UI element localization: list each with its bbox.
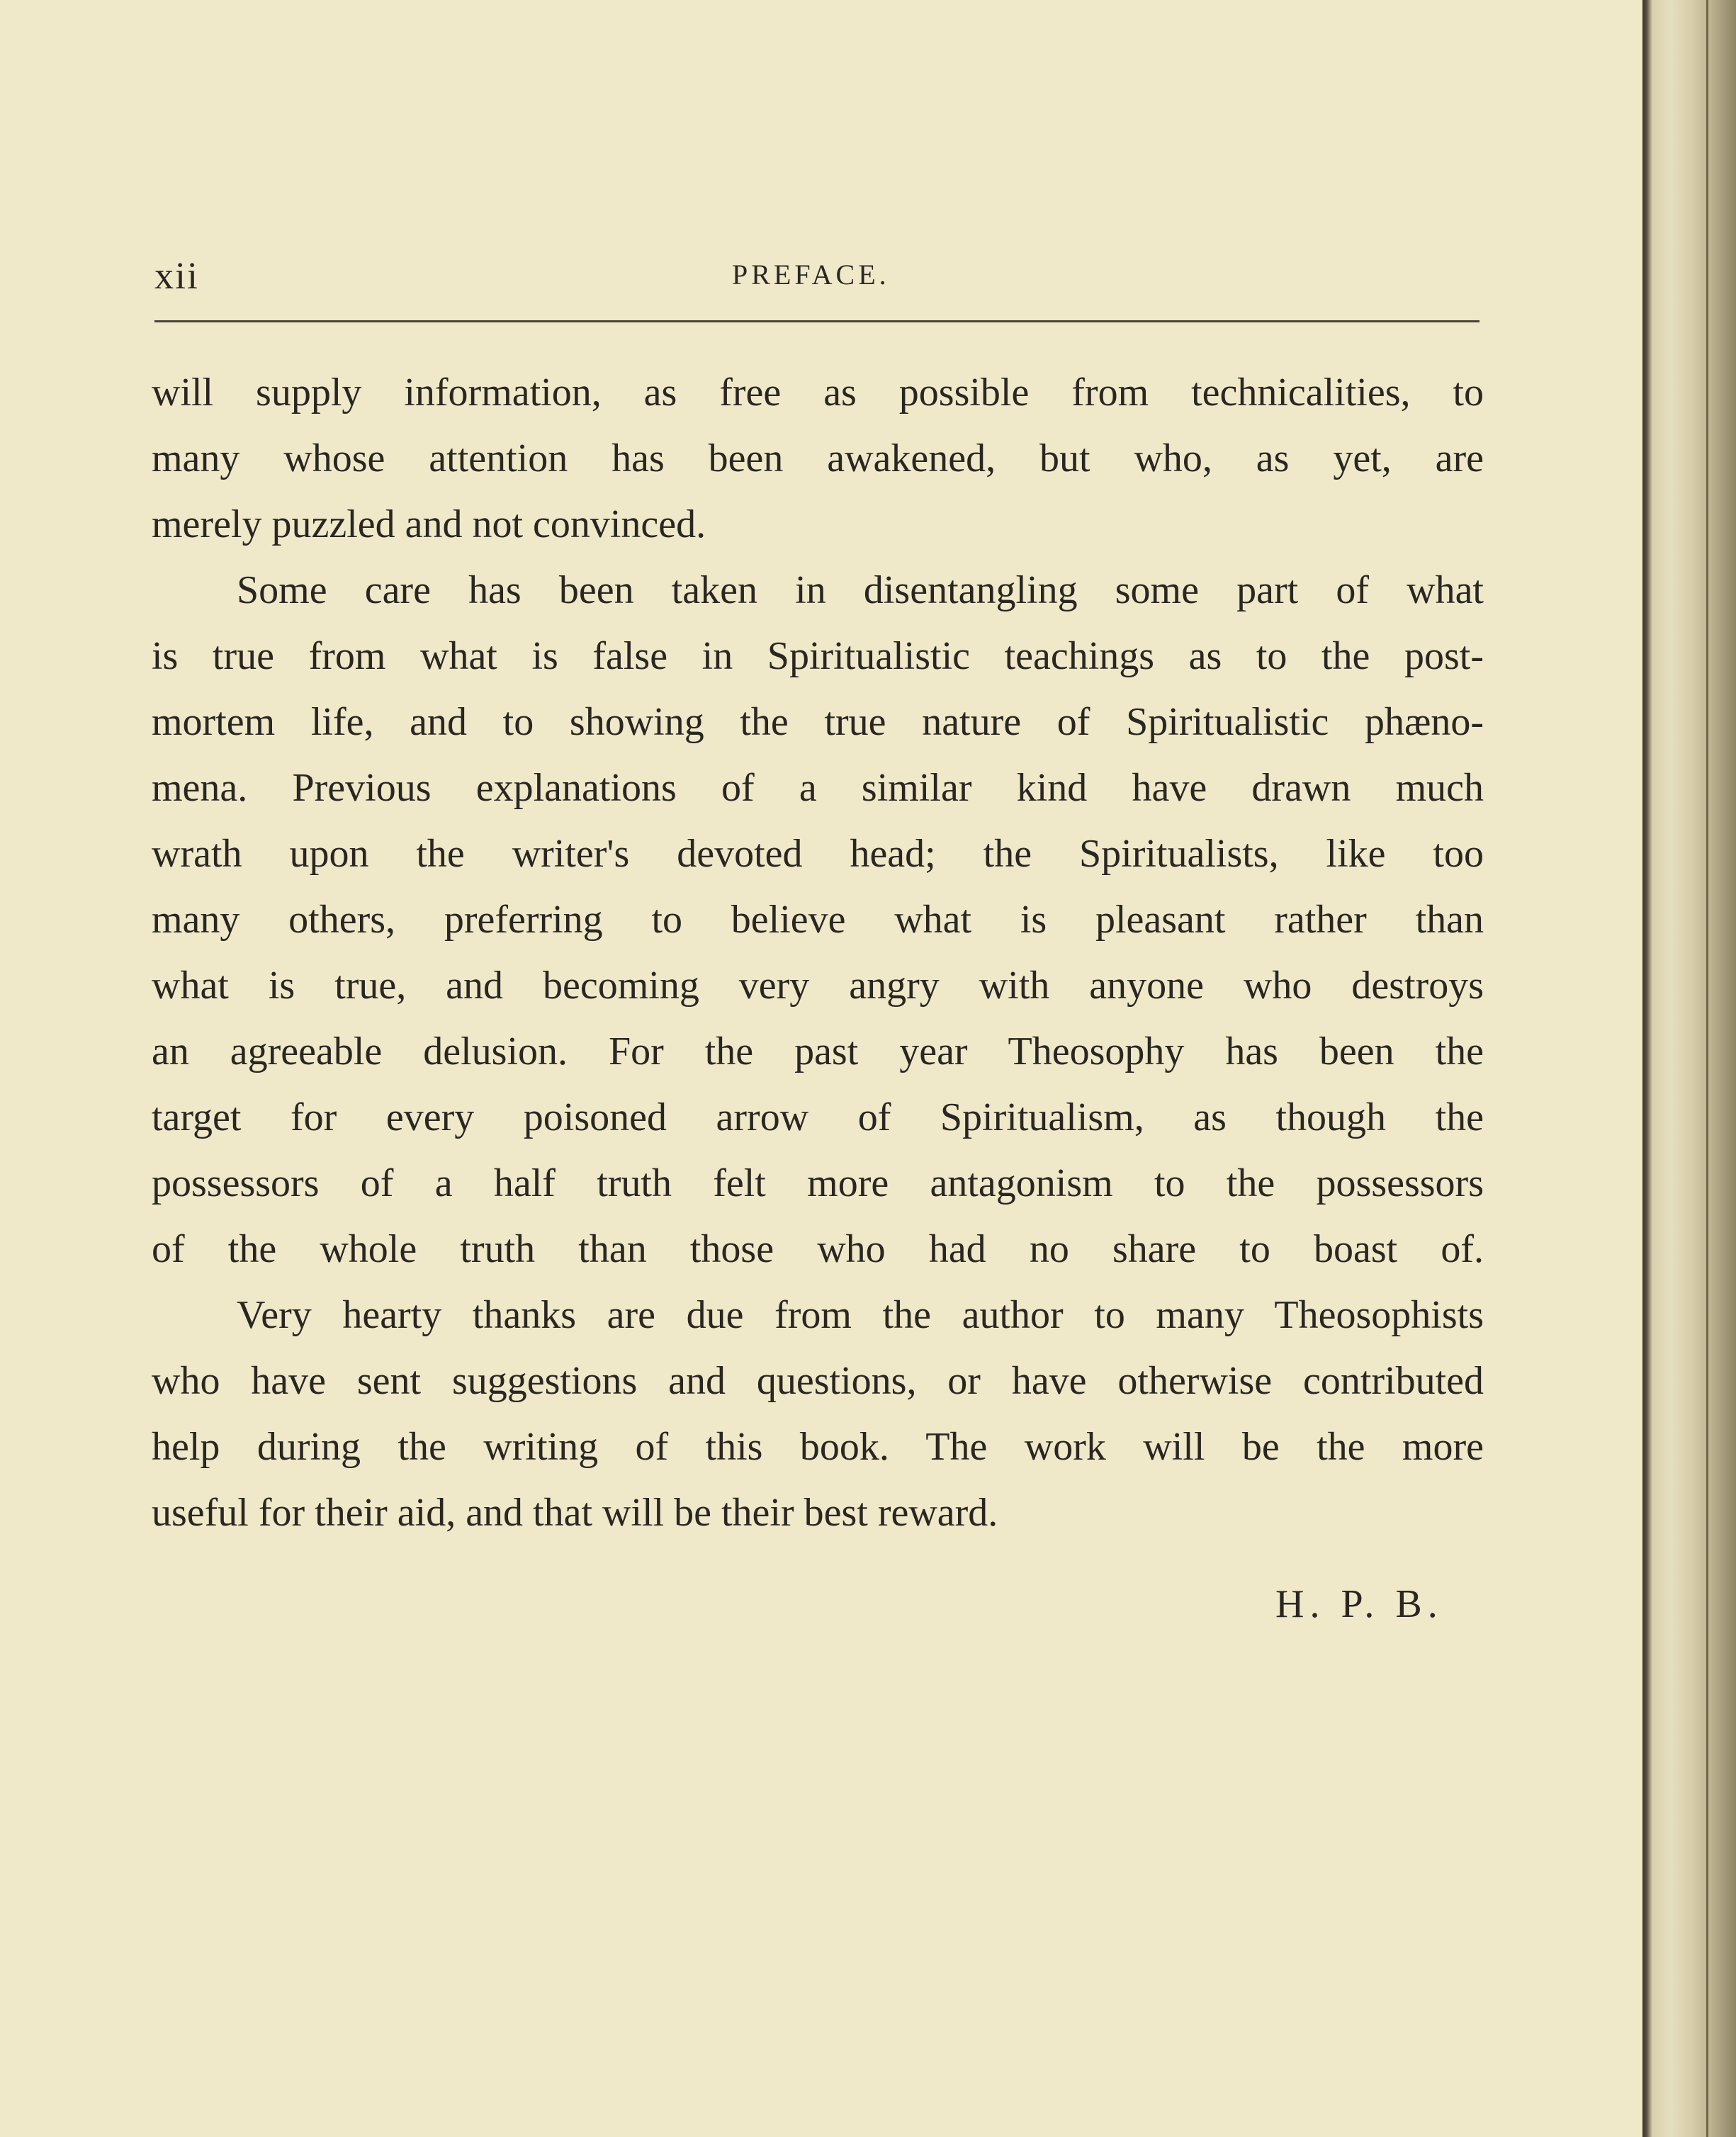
text-line: help during the writing of this book. The work will be the more xyxy=(152,1425,1484,1469)
text-line: many others, preferring to believe what is pleasant rather than xyxy=(152,898,1484,942)
running-title: PREFACE. xyxy=(732,259,890,291)
text-line: mortem life, and to showing the true nature of Spiritualistic phæno- xyxy=(152,700,1484,744)
paragraph-3 xyxy=(152,1282,1484,1546)
body-text xyxy=(152,360,1484,1546)
text-line: is true from what is false in Spiritualistic teachings as to the post- xyxy=(152,634,1484,678)
page-number: xii xyxy=(154,254,200,297)
text-line: target for every poisoned arrow of Spiritualism, as though the xyxy=(152,1095,1484,1139)
text-line: will supply information, as free as possible from technicalities, to xyxy=(152,371,1484,415)
text-line: an agreeable delusion. For the past year Theosophy has been the xyxy=(152,1030,1484,1073)
text-line: who have sent suggestions and questions, or have otherwise contributed xyxy=(152,1359,1484,1403)
text-line: what is true, and becoming very angry with anyone who destroys xyxy=(152,964,1484,1008)
text-line: wrath upon the writer's devoted head; the Spiritualists, like too xyxy=(152,832,1484,876)
text-line: Some care has been taken in disentangling some part of what xyxy=(237,568,1484,612)
signature: H. P. B. xyxy=(1275,1582,1443,1626)
gutter-edge xyxy=(1706,0,1708,2137)
text-line: possessors of a half truth felt more antagonism to the possessors xyxy=(152,1161,1484,1205)
running-head xyxy=(154,254,1472,317)
text-line: Very hearty thanks are due from the author to many Theosophists xyxy=(237,1293,1484,1337)
paragraph-2 xyxy=(152,558,1484,1282)
text-line: merely puzzled and not convinced. xyxy=(152,502,706,546)
text-line: of the whole truth than those who had no share to boast of. xyxy=(152,1227,1484,1271)
text-line: many whose attention has been awakened, but who, as yet, are xyxy=(152,436,1484,480)
book-gutter xyxy=(1642,0,1736,2137)
paragraph-1 xyxy=(152,360,1484,558)
text-line: useful for their aid, and that will be their best reward. xyxy=(152,1491,998,1535)
header-rule xyxy=(154,320,1479,322)
text-line: mena. Previous explanations of a similar kind have drawn much xyxy=(152,766,1484,810)
